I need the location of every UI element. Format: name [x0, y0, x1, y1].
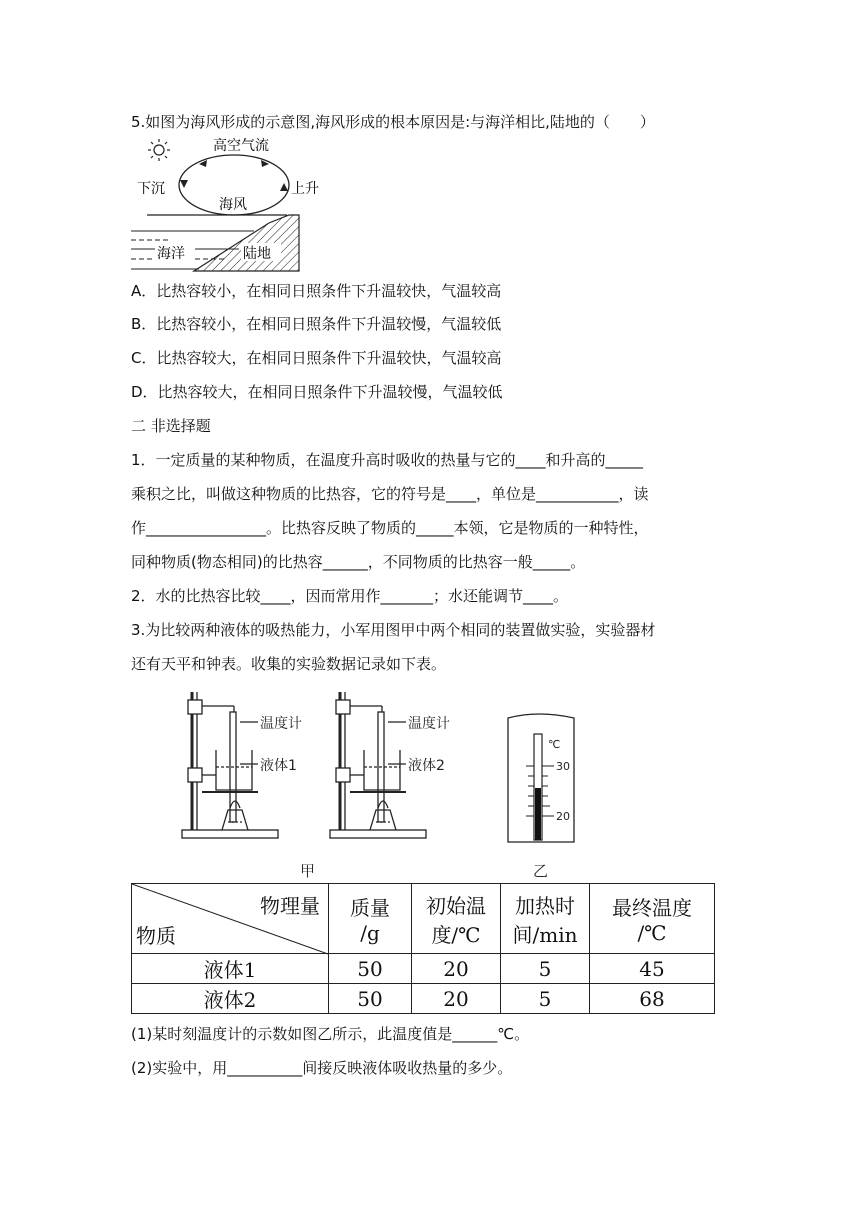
corner-physical-quantity: 物理量: [260, 894, 320, 918]
label-upper-airflow: 高空气流: [213, 138, 269, 154]
corner-substance: 物质: [136, 924, 176, 948]
q5-option-d: D．比热容较大，在相同日照条件下升温较慢，气温较低: [131, 383, 503, 401]
label-ocean: 海洋: [157, 246, 185, 262]
row-heating-time: 5: [501, 984, 590, 1014]
header-final-temp: 最终温度 /℃: [590, 884, 715, 954]
sea-breeze-diagram: [129, 133, 319, 273]
label-rising: 上升: [291, 181, 319, 197]
section-title: 二 非选择题: [131, 417, 211, 435]
caption-yi: 乙: [533, 862, 549, 880]
thermometer-tick-30: 30: [556, 760, 570, 773]
row-substance: 液体2: [132, 984, 329, 1014]
mercury-column: [535, 788, 541, 840]
row-substance: 液体1: [132, 954, 329, 984]
q1-line-2: 乘积之比，叫做这种物质的比热容，它的符号是____，单位是___________，读: [131, 485, 649, 503]
row-final-temp: 68: [590, 984, 715, 1014]
row-initial-temp: 20: [412, 954, 501, 984]
label-land: 陆地: [243, 246, 271, 262]
table-corner-cell: [132, 884, 329, 954]
table-row: [132, 954, 715, 984]
q1-line-4: 同种物质(物态相同)的比热容______，不同物质的比热容一般_____。: [131, 553, 586, 571]
header-initial-temp: 初始温 度/℃: [412, 884, 501, 954]
row-final-temp: 45: [590, 954, 715, 984]
q3-sub-1: (1)某时刻温度计的示数如图乙所示，此温度值是______℃。: [131, 1025, 530, 1043]
row-heating-time: 5: [501, 954, 590, 984]
table-row: [132, 984, 715, 1014]
q2-text: 2．水的比热容比较____，因而常用作_______；水还能调节____。: [131, 587, 569, 605]
q5-option-c: C．比热容较大，在相同日照条件下升温较快，气温较高: [131, 349, 502, 367]
label-liquid-1: 液体1: [260, 758, 297, 774]
row-mass: 50: [329, 954, 412, 984]
row-initial-temp: 20: [412, 984, 501, 1014]
q3-line-2: 还有天平和钟表。收集的实验数据记录如下表。: [131, 655, 447, 673]
q1-line-3: 作________________。比热容反映了物质的_____本领，它是物质的一种特性，: [131, 519, 649, 537]
label-sea-breeze: 海风: [219, 197, 247, 213]
header-mass: 质量 /g: [329, 884, 412, 954]
data-table: [131, 883, 715, 1014]
label-liquid-2: 液体2: [408, 758, 445, 774]
q5-option-a: A．比热容较小，在相同日照条件下升温较快，气温较高: [131, 282, 502, 300]
q3-sub-2: (2)实验中，用__________间接反映液体吸收热量的多少。: [131, 1059, 513, 1077]
label-sinking: 下沉: [137, 181, 165, 197]
thermometer-tick-20: 20: [556, 810, 570, 823]
caption-jia: 甲: [300, 862, 316, 880]
q1-line-1: 1．一定质量的某种物质，在温度升高时吸收的热量与它的____和升高的_____: [131, 451, 644, 469]
q5-stem: 5.如图为海风形成的示意图,海风形成的根本原因是:与海洋相比,陆地的（ ）: [131, 113, 655, 131]
header-heating-time: 加热时 间/min: [501, 884, 590, 954]
thermometer-unit: ℃: [548, 738, 561, 751]
label-thermometer-1: 温度计: [260, 716, 302, 732]
row-mass: 50: [329, 984, 412, 1014]
q3-line-1: 3.为比较两种液体的吸热能力，小军用图甲中两个相同的装置做实验，实验器材: [131, 621, 656, 639]
q5-option-b: B．比热容较小，在相同日照条件下升温较慢，气温较低: [131, 315, 502, 333]
label-thermometer-2: 温度计: [408, 716, 450, 732]
table-header-row: [132, 884, 715, 954]
sun-icon: [148, 139, 170, 161]
apparatus-figure: [178, 682, 598, 882]
